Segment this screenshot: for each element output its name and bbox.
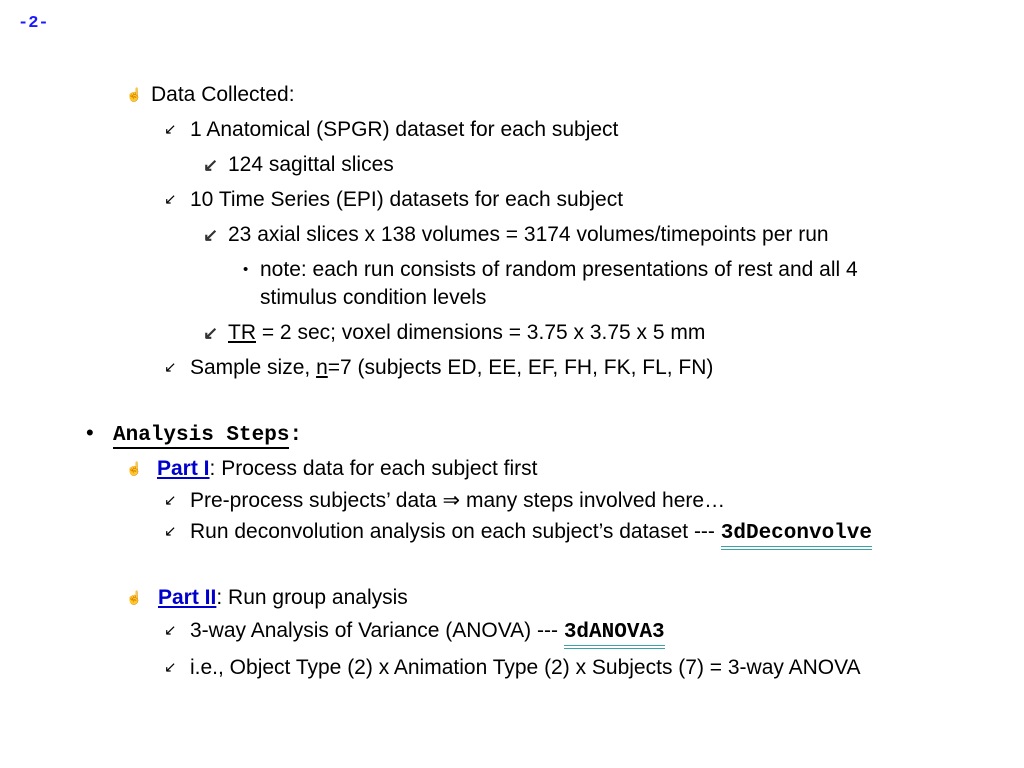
sample-size-item: [190, 354, 713, 382]
preprocess-text-a: Pre-process subjects’ data: [190, 489, 443, 512]
note-line-1: note: each run consists of random presentations of rest and all 4: [260, 258, 858, 281]
anova-text: 3-way Analysis of Variance (ANOVA) ---: [190, 619, 564, 642]
axial-slices-item: 23 axial slices x 138 volumes = 3174 volumes/timepoints per run: [228, 223, 829, 246]
anova-design-item: i.e., Object Type (2) x Animation Type (2) x Subjects (7) = 3-way ANOVA: [190, 656, 861, 679]
preprocess-text-b: many steps involved here…: [460, 489, 726, 512]
sample-size-rest: =7 (subjects ED, EE, EF, FH, FK, FL, FN): [327, 356, 714, 379]
dot-bullet-icon: •: [86, 420, 94, 445]
page-number: -2-: [18, 14, 49, 33]
deconvolution-text: Run deconvolution analysis on each subject’s dataset ---: [190, 520, 721, 543]
deconvolution-item: [190, 518, 872, 548]
sagittal-slices-item: 124 sagittal slices: [228, 153, 394, 176]
part-1-text: : Process data for each subject first: [209, 457, 538, 480]
arrow-bullet-icon: ↙: [203, 323, 219, 343]
sample-size-prefix: Sample size,: [190, 356, 317, 379]
3ddeconvolve-link[interactable]: 3dDeconvolve: [721, 522, 872, 550]
data-collected-title: Data Collected:: [151, 83, 295, 106]
arrow-bullet-icon: ↙: [203, 155, 219, 175]
arrow-bullet-icon: ↙: [164, 659, 177, 676]
analysis-steps-colon: :: [289, 424, 303, 447]
part-2-text: : Run group analysis: [216, 586, 408, 609]
preprocess-item: [190, 487, 725, 515]
part-2-link[interactable]: Part II: [158, 586, 217, 609]
tr-rest: = 2 sec; voxel dimensions = 3.75 x 3.75 x 5 mm: [256, 321, 706, 344]
part-1-link[interactable]: Part I: [157, 457, 210, 480]
arrow-bullet-icon: ↙: [203, 225, 219, 245]
note-line-2: stimulus condition levels: [260, 286, 487, 309]
tr-abbr: TR: [228, 321, 256, 344]
anova-item: [190, 617, 665, 647]
arrow-bullet-icon: ↙: [164, 492, 177, 509]
arrow-bullet-icon: ↙: [164, 523, 177, 540]
part-1-item: [157, 455, 538, 483]
arrow-bullet-icon: ↙: [164, 191, 177, 208]
analysis-steps-heading: [113, 422, 302, 450]
part-2-item: [158, 584, 408, 612]
3danova3-link[interactable]: 3dANOVA3: [564, 621, 665, 649]
dot-bullet-icon: •: [243, 261, 249, 278]
tr-item: [228, 319, 705, 347]
arrow-bullet-icon: ↙: [164, 121, 177, 138]
arrow-bullet-icon: ↙: [164, 359, 177, 376]
hand-bullet-icon: ☝: [126, 461, 143, 476]
sample-size-n: n: [316, 356, 328, 379]
analysis-steps-title: Analysis Steps: [113, 424, 290, 447]
arrow-bullet-icon: ↙: [164, 622, 177, 639]
hand-bullet-icon: ☝: [126, 87, 143, 102]
implies-arrow-icon: ⇒: [442, 489, 461, 512]
anatomical-item: 1 Anatomical (SPGR) dataset for each subject: [190, 118, 619, 141]
hand-bullet-icon: ☝: [126, 590, 143, 605]
time-series-item: 10 Time Series (EPI) datasets for each subject: [190, 188, 624, 211]
